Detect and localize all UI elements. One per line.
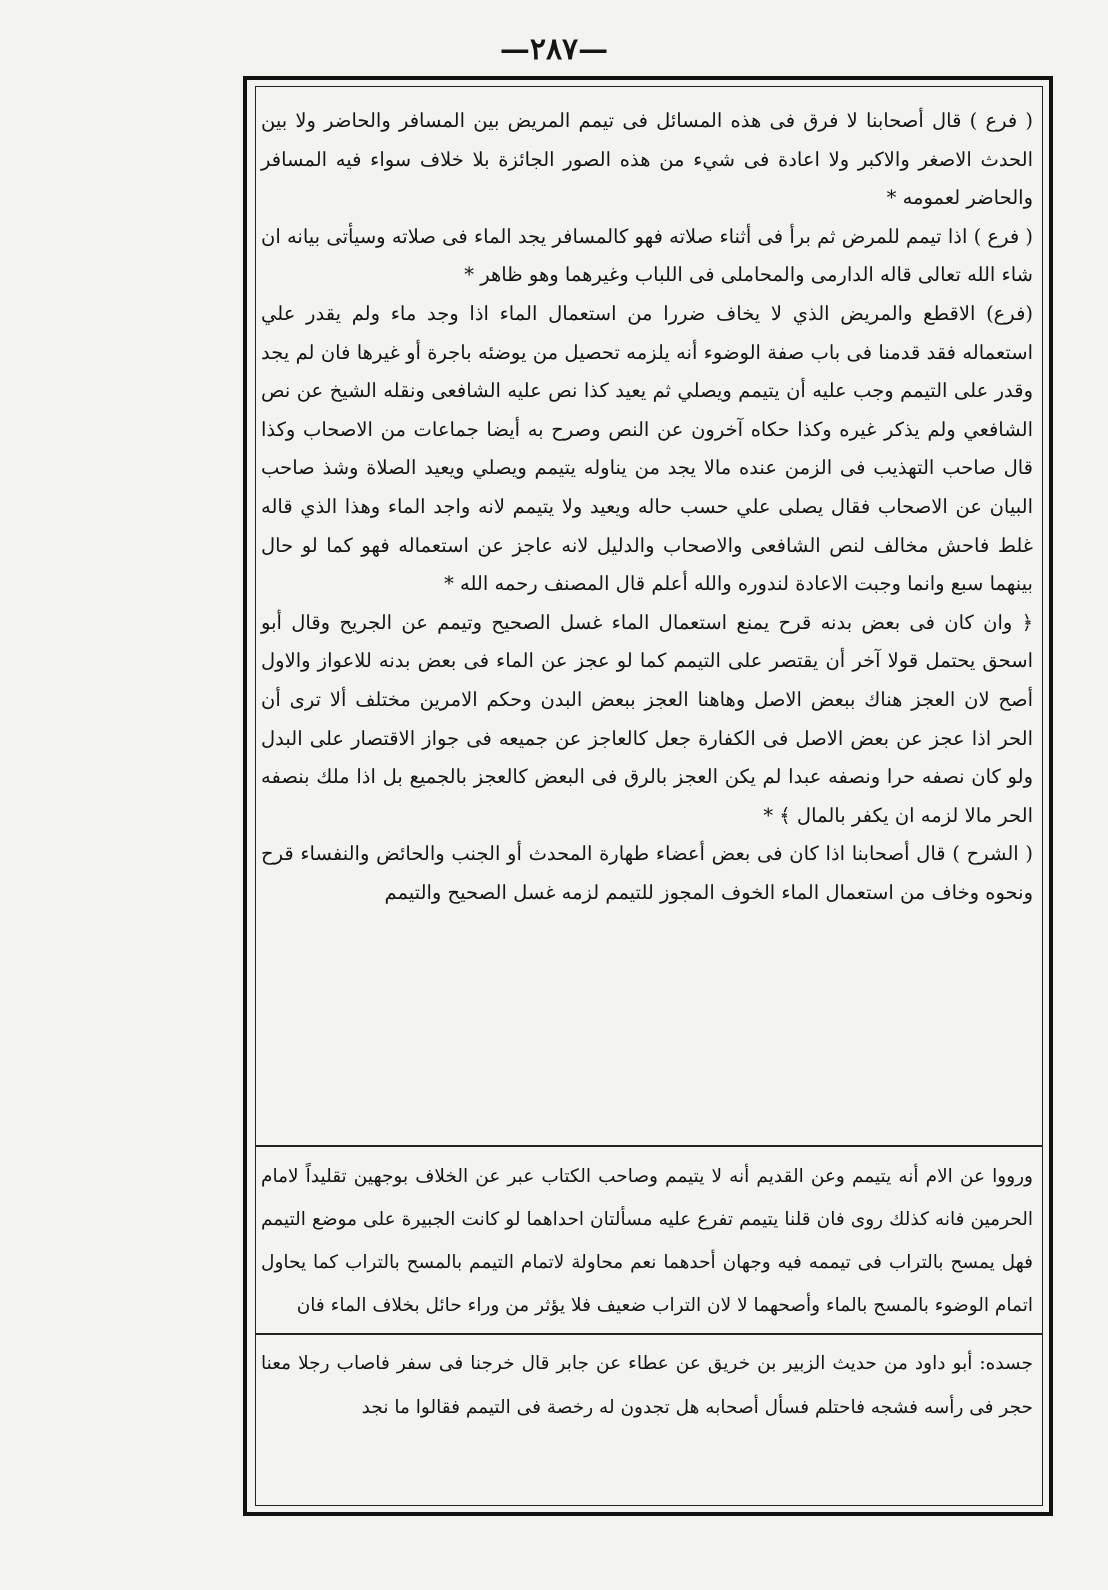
paragraph-matn: ﴿ وان كان فى بعض بدنه قرح يمنع استعمال الماء غسل الصحيح وتيمم عن الجريح وقال أبو اسحق يحتمل قولا آخر أن يقتصر على التيمم كما لو عجز عن الماء فى بعض بدنه للاعواز والاول أصح لان العجز هناك ببعض الاصل وهاهنا العجز ببعض البدن وحكم الامرين مختلف ألا ترى أن الحر اذا عجز عن بعض الاصل فى الكفارة جعل كالعاجز عن جميعه فى جواز الاقتصار على البدل ولو كان نصفه حرا ونصفه عبدا لم يكن العجز بالرق فى البعض كالعجز بالجميع بل اذا ملك بنصفه الحر مالا لزمه ان يكفر بالمال ﴾ * [261, 610, 1033, 827]
paragraph-sharh: ( الشرح ) قال أصحابنا اذا كان فى بعض أعضاء طهارة المحدث أو الجنب والحائض والنفساء قرح ونحوه وخاف من استعمال الماء الخوف المجوز للتيمم لزمه غسل الصحيح والتيمم [261, 842, 1033, 904]
section-divider-lower [255, 1333, 1043, 1335]
footnote-upper-text: ورووا عن الام أنه يتيمم وعن القديم أنه لا يتيمم وصاحب الكتاب عبر عن الخلاف بوجهين تقليداً لامام الحرمين فانه كذلك روى فان قلنا يتيمم تفرع عليه مسألتان احداهما لو كانت الجبيرة على موضع التيمم فهل يمسح بالتراب فى تيممه فيه وجهان أحدهما نعم محاولة لاتمام التيمم بالمسح بالتراب كما يحاول اتمام الوضوء بالمسح بالماء وأصحهما لا لان التراب ضعيف فلا يؤثر من وراء حائل بخلاف الماء فان [261, 1166, 1033, 1316]
paragraph-far-2: ( فرع ) اذا تيمم للمرض ثم برأ فى أثناء صلاته فهو كالمسافر يجد الماء فى صلاته وسيأتى بيانه ان شاء الله تعالى قاله الدارمى والمحاملى فى اللباب وغيرهما وهو ظاهر * [261, 224, 1033, 287]
section-divider-upper [255, 1145, 1043, 1147]
paragraph-far-3: (فرع) الاقطع والمريض الذي لا يخاف ضررا من استعمال الماء اذا وجد ماء ولم يقدر علي استعماله فقد قدمنا فى باب صفة الوضوء أنه يلزمه تحصيل من يوضئه باجرة أو غيرها فان لم يجد وقدر على التيمم وجب عليه أن يتيمم ويصلي ثم يعيد كذا نص عليه الشافعى ونقله الشيخ عن نص الشافعي ولم يذكر غيره وكذا حكاه آخرون عن النص وصرح به أيضا جماعات من الاصحاب وكذا قال صاحب التهذيب فى الزمن عنده مالا يجد من يناوله يتيمم ويصلي ويعيد الصلاة وشذ صاحب البيان عن الاصحاب فقال يصلى علي حسب حاله ويعيد ولا يتيمم لانه واجد الماء وهذا الذي قاله غلط فاحش مخالف لنص الشافعى والاصحاب والدليل لانه عاجز عن استعماله فهو كما لو حال بينهما سبع وانما وجبت الاعادة لندوره والله أعلم قال المصنف رحمه الله * [261, 301, 1033, 596]
footnote-lower-text: جسده: أبو داود من حديث الزبير بن خريق عن عطاء عن جابر قال خرجنا فى سفر فاصاب رجلا معنا حجر فى رأسه فشجه فاحتلم فسأل أصحابه هل تجدون له رخصة فى التيمم فقالوا ما نجد [261, 1353, 1033, 1418]
paragraph-far-1: ( فرع ) قال أصحابنا لا فرق فى هذه المسائل فى تيمم المريض بين المسافر والحاضر ولا بين الحدث الاصغر والاكبر ولا اعادة فى شيء من هذه الصور الجائزة بلا خلاف سواء فيه المسافر والحاضر لعمومه * [261, 109, 1033, 210]
page-frame [243, 76, 1053, 1516]
page-number: —٢٨٧— [499, 32, 609, 67]
footnotes-upper [261, 1155, 1033, 1327]
footnotes-lower [261, 1342, 1033, 1430]
main-text [261, 102, 1033, 912]
